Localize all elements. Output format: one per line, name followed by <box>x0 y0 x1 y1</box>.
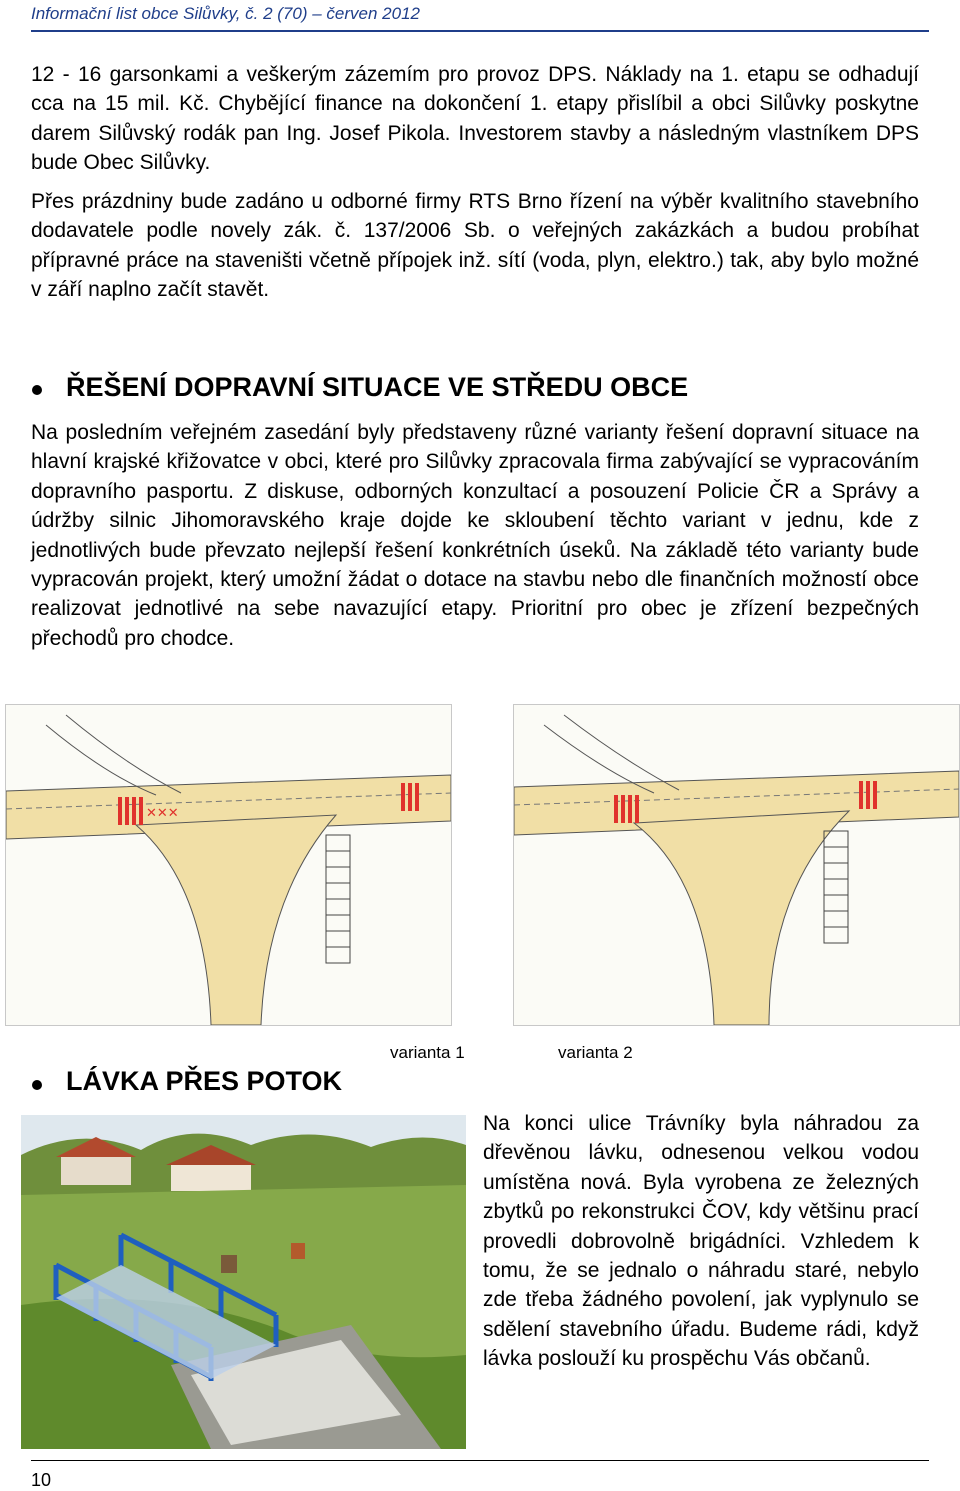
header-rule <box>31 30 929 32</box>
paragraph-footbridge: Na konci ulice Trávníky byla náhradou za dřevěnou lávku, odnesenou velkou vodou umístěna nová. Byla vyrobena ze železných zbytků po rekonstrukci ČOV, kdy většinu prací provedli dobrovolně brigádníci. Vzhledem k tomu, že se jednalo o náhradu staré, nebylo zde třeba žádného povolení, jak vyplynulo se sdělení stavebního úřadu. Budeme rádi, když lávka poslouží ku prospěchu Vás občanů. <box>483 1112 919 1371</box>
house <box>61 1155 131 1185</box>
intersection-diagram-variant-1 <box>5 704 452 1026</box>
section-heading-footbridge: LÁVKA PŘES POTOK <box>66 1066 343 1096</box>
paragraph-tender: Přes prázdniny bude zadáno u odborné firmy RTS Brno řízení na výběr kvalitního stavebního dodavatele podle novely zák. č. 137/2006 Sb. o veřejných zakázkách a budou probíhat přípravné práce na staveništi včetně přípojek inž. sítí (voda, plyn, elektro.) tak, aby bylo možné v září naplno začít stavět. <box>31 190 919 302</box>
page-number: 10 <box>31 1470 52 1490</box>
caption-variant-1: varianta 1 <box>390 1043 465 1062</box>
paragraph-traffic: Na posledním veřejném zasedání byly představeny různé varianty řešení dopravní situace na hlavní krajské křižovatce v obci, které pro Silůvky zpracovala firma zabývající se vypracováním dopravního pasportu. Z diskuse, odborných konzultací a posouzení Policie ČR a Správy a údržby silnic Jihomoravského kraje dojde ke skloubení těchto variant v jednu, kde z jednotlivých bude převzato nejlepší řešení konkrétních úseků. Na základě této varianty bude vypracován projekt, který umožní žádat o dotace na stavbu nebo dle finančních možností obce realizovat jednotlivé na sebe navazující etapy. Prioritní pro obec je zřízení bezpečných přechodů pro chodce. <box>31 421 919 650</box>
intersection-diagram-variant-2 <box>513 704 960 1026</box>
footer-rule <box>31 1460 929 1461</box>
crosswalk-right <box>859 781 877 809</box>
paragraph-construction-costs: 12 - 16 garsonkami a veškerým zázemím pro provoz DPS. Náklady na 1. etapu se odhadují cca na 15 mil. Kč. Chybějící finance na dokončení 1. etapy přislíbil a obci Silůvky poskytne darem Silůvský rodák pan Ing. Josef Pikola. Investorem stavby a následným vlastníkem DPS bude Obec Silůvky. <box>31 63 919 175</box>
section-heading-traffic: ŘEŠENÍ DOPRAVNÍ SITUACE VE STŘEDU OBCE <box>66 372 689 402</box>
footbridge-illustration <box>21 1115 466 1449</box>
house <box>171 1163 251 1191</box>
intersection-plan-drawing <box>6 705 451 1025</box>
caption-variant-2: varianta 2 <box>558 1043 633 1062</box>
running-header: Informační list obce Silůvky, č. 2 (70) – červen 2012 <box>31 4 420 23</box>
bullet-icon <box>32 1080 42 1090</box>
crosswalk-right <box>401 783 419 811</box>
footbridge-photo <box>21 1115 466 1449</box>
intersection-plan-drawing <box>514 705 959 1025</box>
bullet-icon <box>32 385 42 395</box>
svg-text:✕✕✕: ✕✕✕ <box>146 805 179 820</box>
